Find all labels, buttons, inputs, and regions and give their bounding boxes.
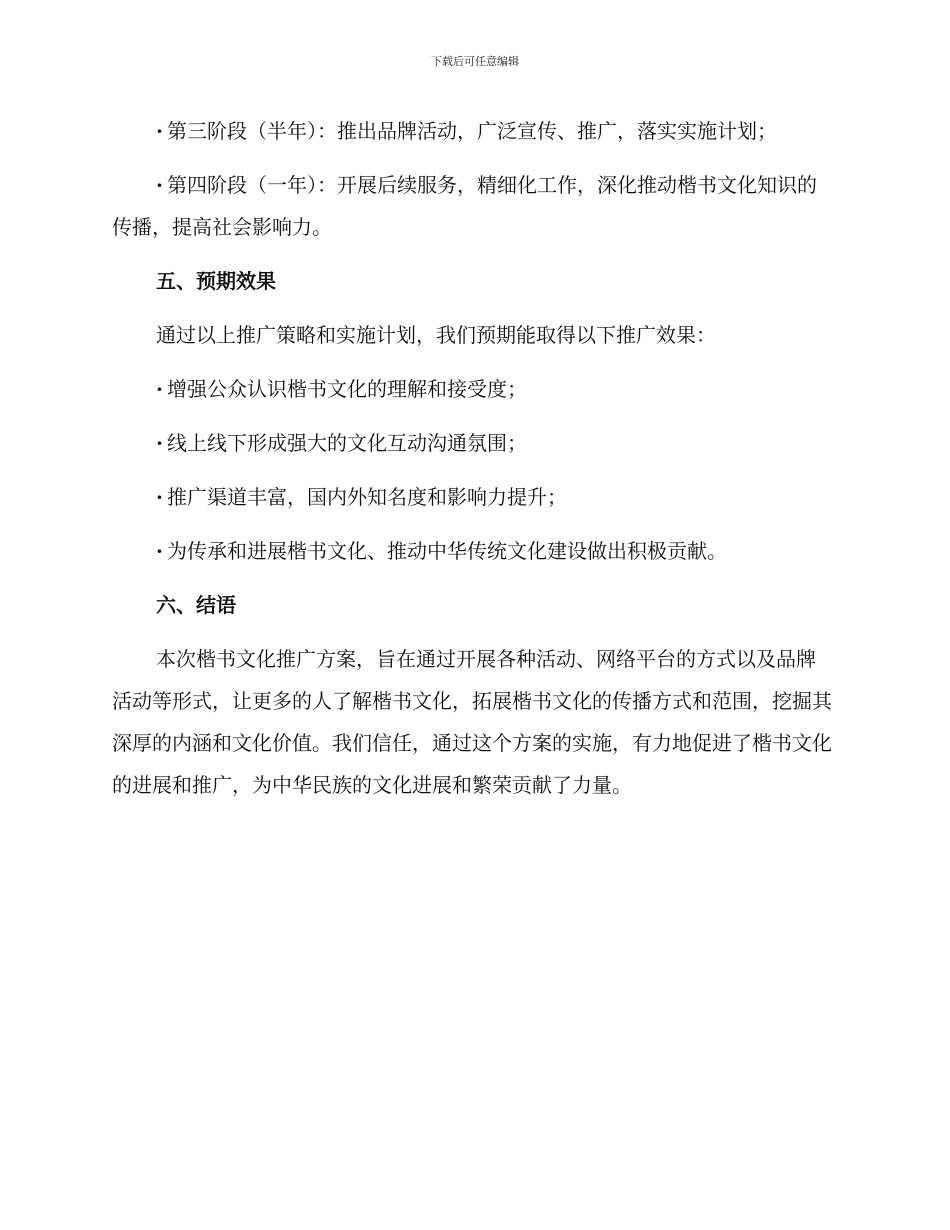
bullet-effect-2 [112, 422, 832, 464]
bullet-dot: · [156, 173, 163, 197]
bullet-dot: · [156, 431, 163, 455]
bullet-text: 第三阶段（半年）：推出品牌活动，广泛宣传、推广，落实实施计划； [166, 119, 777, 143]
section-intro: 通过以上推广策略和实施计划，我们预期能取得以下推广效果： [156, 323, 716, 347]
bullet-text: 第四阶段（一年）：开展后续服务，精细化工作，深化推动楷书文化知识的传播，提高社会影响力。 [112, 173, 817, 239]
bullet-text: 增强公众认识楷书文化的理解和接受度； [166, 377, 527, 401]
bullet-dot: · [156, 539, 163, 563]
document-body [112, 110, 832, 818]
bullet-effect-4 [112, 530, 832, 572]
bullet-effect-3 [112, 476, 832, 518]
bullet-phase-3 [112, 110, 832, 152]
bullet-dot: · [156, 119, 163, 143]
page-header: 下载后可任意编辑 [431, 55, 519, 68]
bullet-dot: · [156, 485, 163, 509]
section-heading-expected-effects: 五、预期效果 [156, 269, 276, 293]
conclusion-paragraph: 本次楷书文化推广方案，旨在通过开展各种活动、网络平台的方式以及品牌活动等形式，让更多的人了解楷书文化，拓展楷书文化的传播方式和范围，挖掘其深厚的内涵和文化价值。我们信任，通过这个方案的实施，有力地促进了楷书文化的进展和推广，为中华民族的文化进展和繁荣贡献了力量。 [112, 647, 832, 797]
bullet-phase-4 [112, 164, 832, 248]
bullet-effect-1 [112, 368, 832, 410]
bullet-dot: · [156, 377, 163, 401]
bullet-text: 为传承和进展楷书文化、推动中华传统文化建设做出积极贡献。 [166, 539, 727, 563]
bullet-text: 线上线下形成强大的文化互动沟通氛围； [166, 431, 527, 455]
section-heading-conclusion: 六、结语 [156, 593, 236, 617]
bullet-text: 推广渠道丰富，国内外知名度和影响力提升； [166, 485, 567, 509]
